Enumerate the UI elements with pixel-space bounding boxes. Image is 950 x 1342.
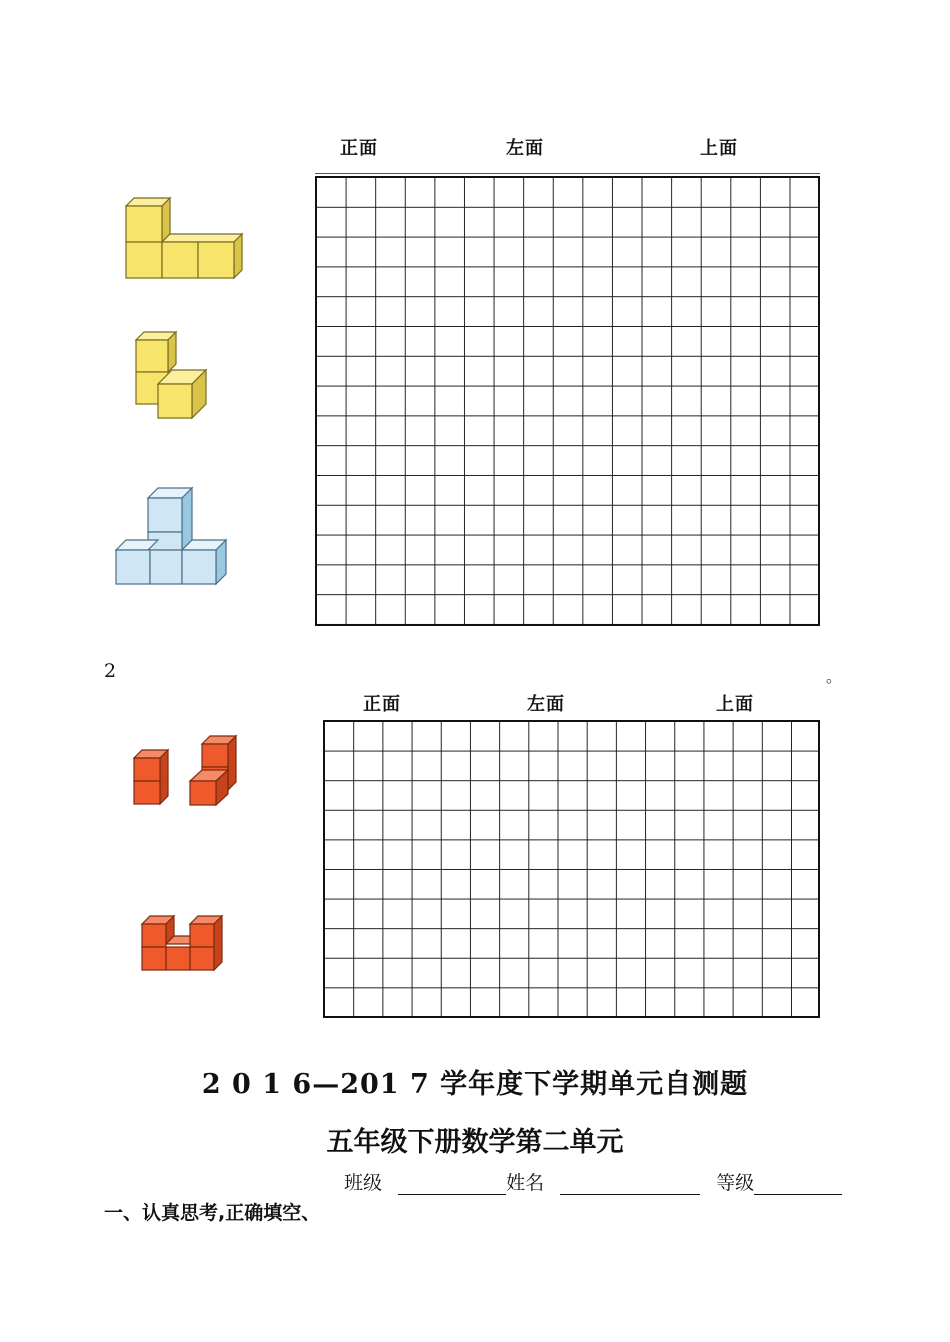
name-label: 姓名: [506, 1172, 545, 1194]
grade-field[interactable]: [754, 1174, 842, 1195]
label-top-1: 上面: [700, 138, 738, 159]
info-row: [344, 1168, 842, 1195]
class-field[interactable]: [398, 1174, 506, 1195]
section-heading: 一、认真思考,正确填空、: [104, 1202, 321, 1224]
cube-figure-red-2: [138, 906, 232, 978]
end-mark: 。: [826, 667, 843, 686]
answer-grid-1[interactable]: [315, 176, 820, 626]
label-left-2: 左面: [527, 694, 565, 715]
exam-title: 2 0 1 6—201 7 学年度下学期单元自测题: [201, 1069, 749, 1100]
class-label: 班级: [344, 1172, 383, 1194]
question-number-2: 2: [104, 660, 117, 682]
name-field[interactable]: [560, 1174, 700, 1195]
cube-figure-yellow-1: [118, 192, 248, 292]
cube-figure-yellow-2: [130, 326, 226, 426]
divider: [315, 173, 820, 174]
label-left-1: 左面: [506, 138, 544, 159]
label-front-1: 正面: [340, 138, 378, 159]
cube-figure-blue: [112, 484, 236, 594]
answer-grid-2[interactable]: [323, 720, 820, 1018]
cube-figure-red-1: [128, 730, 244, 812]
label-top-2: 上面: [716, 694, 754, 715]
exam-subtitle: 五年级下册数学第二单元: [326, 1127, 624, 1158]
grade-label: 等级: [716, 1172, 755, 1194]
label-front-2: 正面: [363, 694, 401, 715]
